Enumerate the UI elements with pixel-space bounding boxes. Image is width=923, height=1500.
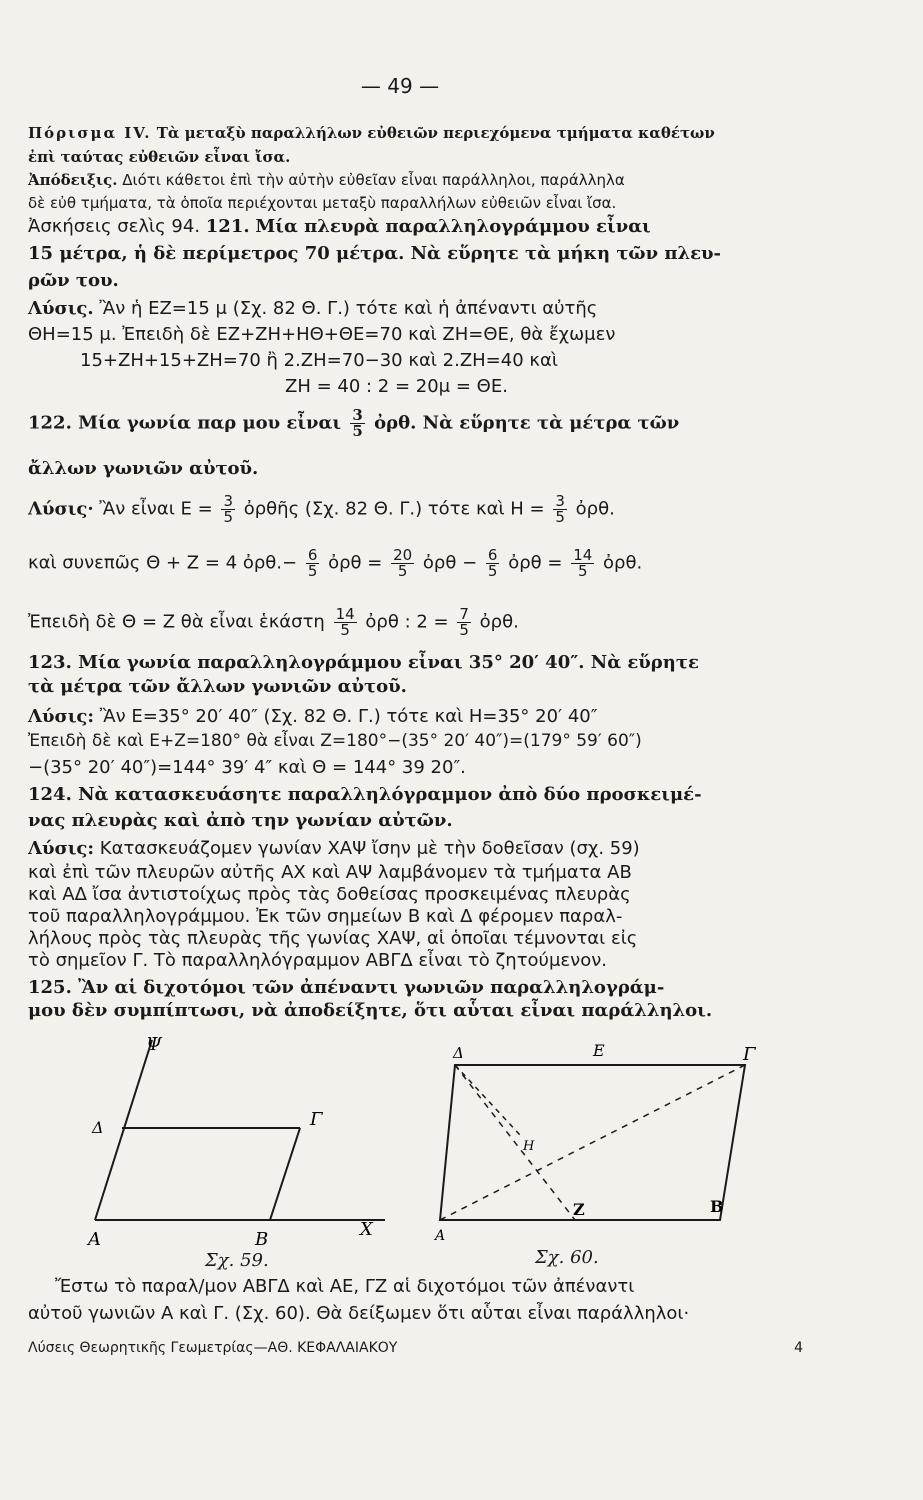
ex121-solution-text-4: ΖΗ = 40 : 2 = 20μ = ΘΕ. — [285, 376, 508, 397]
ex121-text-3: ρῶν του. — [28, 270, 119, 291]
ex122-text-2: ἄλλων γωνιῶν αὐτοῦ. — [28, 458, 259, 479]
bisector-gz — [440, 1065, 745, 1220]
fraction-20-5 — [391, 548, 414, 579]
ex124-solution-text-3: καὶ ΑΔ ἴσα ἀντιστοίχως πρὸς τὰς δοθείσας προσκειμένας πλευρὰς — [28, 884, 631, 905]
ex125-after-2: αὐτοῦ γωνιῶν Α καὶ Γ. (Σχ. 60). Θὰ δείξωμεν ὅτι αὗται εἶναι παράλληλοι· — [28, 1303, 690, 1324]
porisma-proof-label: Ἀπόδειξις. — [28, 171, 118, 189]
ex122-s3a: Ἐπειδὴ δὲ Θ = Ζ θὰ εἶναι ἑκάστη — [28, 611, 325, 633]
ex121-text-1: Μία πλευρὰ παραλληλογράμμου εἶναι — [255, 216, 651, 237]
figure-59-caption: Σχ. 59. — [205, 1250, 269, 1271]
numerator: 20 — [393, 546, 413, 564]
label-gamma: Γ — [743, 1044, 756, 1065]
footer — [28, 1340, 803, 1356]
ex124-solution-1 — [28, 840, 798, 858]
ex124-solution-text-2: καὶ ἐπὶ τῶν πλευρῶν αὐτῆς ΑΧ καὶ ΑΨ λαμβάνομεν τὰ τμήματα ΑΒ — [28, 862, 632, 883]
denominator: 5 — [223, 508, 233, 526]
label-alpha: Α — [88, 1229, 101, 1250]
figure-60-caption: Σχ. 60. — [535, 1247, 599, 1268]
denominator: 5 — [577, 562, 588, 580]
ex123-solution-text-2: Ἐπειδὴ δὲ καὶ Ε+Ζ=180° θὰ εἶναι Ζ=180°−(35° 20′ 40″)=(179° 59′ 60″) — [28, 731, 642, 751]
page-number: — 49 — — [360, 74, 440, 98]
ex121-solution-text-2: ΘΗ=15 μ. Ἐπειδὴ δὲ ΕΖ+ΖΗ+ΗΘ+ΘΕ=70 καὶ ΖΗ=ΘΕ, θὰ ἔχωμεν — [28, 324, 616, 345]
ex122-line-1 — [28, 408, 798, 439]
side-gb — [270, 1128, 300, 1220]
ex122-solution-3 — [28, 607, 798, 638]
ex123-solution-1 — [28, 708, 798, 726]
ex124-text-1: 124. Νὰ κατασκευάσητε παραλληλόγραμμον ἀπὸ δύο προσκειμέ- — [28, 784, 702, 805]
ex122-solution-1 — [28, 494, 798, 525]
ex125-after-1: Ἔστω τὸ παραλ/μον ΑΒΓΔ καὶ ΑΕ, ΓΖ αἱ διχοτόμοι τῶν ἀπέναντι — [55, 1276, 635, 1297]
label-beta: Β — [255, 1229, 269, 1250]
numerator: 3 — [555, 492, 565, 510]
fraction-14-5 — [334, 607, 357, 638]
label-gamma: Γ — [310, 1109, 323, 1130]
ex122-s1a: Ἂν εἶναι Ε = — [99, 498, 213, 520]
ex124-solution-text-4: τοῦ παραλληλογράμμου. Ἐκ τῶν σημείων Β καὶ Δ φέρομεν παραλ- — [28, 906, 623, 927]
fraction-3-5 — [553, 494, 567, 525]
ex121-intro: Ἀσκήσεις σελὶς 94. — [28, 216, 201, 237]
label-eta: Η — [523, 1139, 535, 1154]
numerator: 6 — [307, 546, 318, 564]
porisma-label: Πόρισμα IV. — [28, 124, 152, 142]
ex121-text-2: 15 μέτρα, ἡ δὲ περίμετρος 70 μέτρα. Νὰ εὕρητε τὰ μήκη τῶν πλευ- — [28, 243, 722, 264]
porisma-proof-line-1 — [28, 173, 798, 188]
label-zeta: Ζ — [573, 1200, 585, 1219]
porisma-proof-text-2: δὲ εὐθ τμήματα, τὰ ὁποῖα περιέχονται μεταξὺ παραλλήλων εὐθειῶν εἶναι ἴσα. — [28, 194, 617, 212]
ex124-solution-text-6: τὸ σημεῖον Γ. Τὸ παραλληλόγραμμον ΑΒΓΔ εἶναι τὸ ζητούμενον. — [28, 950, 607, 971]
ex121-solution-1 — [28, 300, 798, 318]
denominator: 5 — [340, 621, 350, 639]
bisector-ae — [455, 1065, 575, 1220]
label-epsilon: Ε — [593, 1041, 605, 1060]
ex125-text-1: 125. Ἂν αἱ διχοτόμοι τῶν ἀπέναντι γωνιῶν παραλληλογράμ- — [28, 977, 665, 998]
ex124-solution-text-5: λήλους πρὸς τὰς πλευρὰς τῆς γωνίας ΧΑΨ, αἱ ὁποῖαι τέμνονται εἰς — [28, 928, 638, 949]
ex121-solution-text-3: 15+ΖΗ+15+ΖΗ=70 ἢ 2.ΖΗ=70−30 καὶ 2.ΖΗ=40 καὶ — [80, 350, 558, 371]
label-beta: Β — [710, 1197, 724, 1216]
ex121-solution-label: Λύσις. — [28, 298, 94, 319]
ex121-line-1 — [28, 218, 798, 236]
fraction-14-5 — [571, 548, 594, 579]
fraction-3-5 — [350, 408, 364, 439]
ex122-solution-2 — [28, 548, 798, 579]
ex122-s2e: ὀρθ. — [603, 552, 643, 574]
ex123-text-2: τὰ μέτρα τῶν ἄλλων γωνιῶν αὐτοῦ. — [28, 676, 407, 697]
perpendicular-ah — [455, 1065, 520, 1135]
ex124-solution-text-1: Κατασκευάζομεν γωνίαν ΧΑΨ ἴσην μὲ τὴν δοθεῖσαν (σχ. 59) — [99, 838, 640, 859]
fraction-6-5 — [306, 548, 320, 579]
label-chi: Χ — [360, 1219, 373, 1240]
numerator: 6 — [487, 546, 498, 564]
ex122-s2c: ὀρθ − — [422, 552, 478, 574]
label-delta: Δ — [92, 1118, 104, 1137]
ex122-text-1b: ὀρθ. Νὰ εὕρητε τὰ μέτρα τῶν — [374, 412, 680, 434]
ex125-text-2: μου δὲν συμπίπτωσι, νὰ ἀποδείξητε, ὅτι αὗται εἶναι παράλληλοι. — [28, 1000, 713, 1021]
figure-59 — [70, 1030, 410, 1250]
porisma-text-1: Τὰ μεταξὺ παραλλήλων εὐθειῶν περιεχόμενα τμήματα καθέτων — [156, 124, 715, 142]
ex123-solution-label: Λύσις: — [28, 706, 95, 727]
ex122-s2a: καὶ συνεπῶς Θ + Ζ = 4 ὀρθ.− — [28, 552, 298, 574]
ex122-s1c: ὀρθ. — [575, 498, 615, 520]
ex124-text-2: νας πλευρὰς καὶ ἀπὸ την γωνίαν αὐτῶν. — [28, 810, 453, 831]
fraction-6-5 — [486, 548, 500, 579]
fraction-7-5 — [457, 607, 471, 638]
ex122-s3b: ὀρθ : 2 = — [365, 611, 449, 633]
denominator: 5 — [352, 422, 363, 440]
ex122-s2b: ὀρθ = — [328, 552, 383, 574]
numerator: 14 — [573, 546, 593, 564]
numerator: 3 — [223, 492, 233, 510]
ex121-solution-text-1: Ἂν ἡ ΕΖ=15 μ (Σχ. 82 Θ. Γ.) τότε καὶ ἡ ἀπέναντι αὐτῆς — [99, 298, 598, 319]
label-top-left: Δ — [453, 1044, 464, 1062]
denominator: 5 — [307, 562, 318, 580]
ex123-text-1: 123. Μία γωνία παραλληλογράμμου εἶναι 35° 20′ 40″. Νὰ εὕρητε — [28, 652, 699, 673]
footer-text: Λύσεις Θεωρητικῆς Γεωμετρίας—ΑΘ. ΚΕΦΑΛΑΙΑΚΟΥ — [28, 1340, 398, 1356]
ex121-number: 121. — [205, 216, 250, 237]
label-alpha: Α — [435, 1228, 446, 1240]
ex123-solution-text-1: Ἂν Ε=35° 20′ 40″ (Σχ. 82 Θ. Γ.) τότε καὶ Η=35° 20′ 40″ — [99, 706, 598, 727]
ex122-s3c: ὀρθ. — [479, 611, 519, 633]
ex123-solution-text-3: −(35° 20′ 40″)=144° 39′ 4″ καὶ Θ = 144° 39 20″. — [28, 757, 466, 778]
numerator: 3 — [352, 406, 363, 424]
ex122-s2d: ὀρθ = — [508, 552, 563, 574]
fraction-3-5 — [221, 494, 235, 525]
porisma-text-2: ἐπὶ ταύτας εὐθειῶν εἶναι ἴσα. — [28, 148, 291, 166]
denominator: 5 — [555, 508, 565, 526]
ex122-solution-label: Λύσις· — [28, 498, 94, 520]
ex124-solution-label: Λύσις: — [28, 838, 95, 859]
numerator: 14 — [335, 605, 355, 623]
denominator: 5 — [397, 562, 408, 580]
footer-page: 4 — [794, 1340, 803, 1356]
numerator: 7 — [459, 605, 469, 623]
label-psi: Ψ — [146, 1034, 162, 1055]
porisma-line-1 — [28, 126, 798, 141]
ex122-s1b: ὀρθῆς (Σχ. 82 Θ. Γ.) τότε καὶ Η = — [243, 498, 545, 520]
figure-60 — [425, 1040, 775, 1240]
porisma-proof-text-1: Διότι κάθετοι ἐπὶ τὴν αὐτὴν εὐθεῖαν εἶναι παράλληλοι, παράλληλα — [122, 171, 625, 189]
denominator: 5 — [487, 562, 498, 580]
ex122-text-1a: 122. Μία γωνία παρ μου εἶναι — [28, 412, 342, 434]
denominator: 5 — [459, 621, 469, 639]
